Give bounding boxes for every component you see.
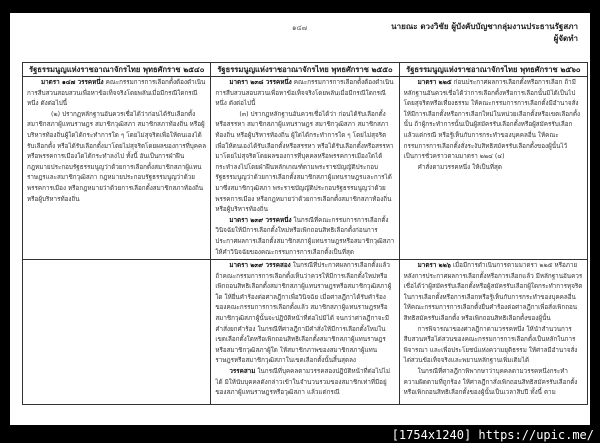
cell-2540: [23, 260, 211, 405]
section-heading: มาตรา ๒๒๖: [417, 262, 451, 270]
paragraph: ในกรณีที่ศาลฎีกาพิพากษาว่าบุคคลตามวรรคหนึ่งกระทำความผิดตามที่ถูกร้อง ให้ศาลฎีกาสั่งเพิกถอนสิทธิสมัครรับเลือกตั้งหรือเพิกถอนสิทธิเลือกตั้งของผู้นั้นเป็นเวลาสิบปี ทั้งนี้ ตาม: [403, 368, 578, 397]
watermark: [1754x1240] https://upic.me/: [391, 428, 594, 442]
table-row: [23, 260, 588, 405]
section-heading: มาตรา ๑๔๗ วรรคหนึ่ง: [41, 79, 104, 86]
author-name: นายณะ ดวงวิชัย ผู้บังคับบัญชากลุ่มงานประธานรัฐสภา: [391, 22, 578, 31]
author-block: [391, 21, 578, 45]
paragraph: เมื่อมีการดำเนินการตามมาตรา ๒๒๕ หรือภายหลังการประกาศผลการเลือกตั้งหรือการเลือกแล้ว มีหลักฐานอันควรเชื่อได้ว่าผู้สมัครรับเลือกตั้งหรือผู้สมัครรับเลือกผู้ใดกระทำการทุจริตในการเลือกตั้งหรือการเลือกหรือรู้เห็นกับการกระทำของบุคคลอื่น ให้คณะกรรมการการเลือกตั้งยื่นคำร้องต่อศาลฎีกาเพื่อสั่งเพิกถอนสิทธิสมัครรับเลือกตั้ง หรือเพิกถอนสิทธิเลือกตั้งของผู้นั้น: [403, 262, 583, 323]
column-header-2540: รัฐธรรมนูญแห่งราชอาณาจักรไทย พุทธศักราช ๒๕๔๐: [23, 63, 211, 77]
table-row: [23, 77, 588, 260]
paragraph: การพิจารณาของศาลฎีกาตามวรรคหนึ่ง ให้นำสำนวนการสืบสวนหรือไต่สวนของคณะกรรมการการเลือกตั้งเป็นหลักในการพิจารณา และเพื่อประโยชน์แห่งความยุติธรรม ให้ศาลมีอำนาจสั่งไต่สวนข้อเท็จจริงและพยานหลักฐานเพิ่มเติมได้: [403, 325, 578, 365]
cell-2560: [399, 260, 587, 405]
paragraph: ในกรณีที่บุคคลตามวรรคสองปฏิบัติหน้าที่ต่อไปไม่ได้ มิให้นับบุคคลดังกล่าวเข้าในจำนวนรวมของสมาชิกเท่าที่มีอยู่ของสภาผู้แทนราษฎรหรือวุฒิสภา แล้วแต่กรณี: [215, 368, 391, 397]
paragraph: คำสั่งตามวรรคหนึ่ง ให้เป็นที่สุด: [417, 163, 502, 171]
section-heading: มาตรา ๒๓๙ วรรคสอง: [229, 262, 291, 270]
cell-2550: [211, 260, 399, 405]
paragraph: ในกรณีที่คณะกรรมการการเลือกตั้งวินิจฉัยให้มีการเลือกตั้งใหม่หรือเพิกถอนสิทธิเลือกตั้งก่อนการประกาศผลการเลือกตั้งสมาชิกสภาผู้แทนราษฎรหรือสมาชิกวุฒิสภา ให้คำวินิจฉัยของคณะกรรมการการเลือกตั้งเป็นที่สุด: [215, 216, 395, 256]
comparison-table: [22, 62, 588, 405]
document-page: [10, 13, 590, 425]
section-heading: มาตรา ๒๓๙ วรรคหนึ่ง: [229, 216, 292, 224]
column-header-2550: รัฐธรรมนูญแห่งราชอาณาจักรไทย พุทธศักราช ๒๕๕๐: [211, 63, 399, 77]
cell-2560: [399, 77, 587, 260]
paragraph: (๓) ปรากฏหลักฐานอันควรเชื่อได้ว่า ก่อนได้รับเลือกตั้งหรือสรรหา สมาชิกสภาผู้แทนราษฎร สมาชิกวุฒิสภา สมาชิกสภาท้องถิ่น หรือผู้บริหารท้องถิ่น ผู้ใดได้กระทำการใด ๆ โดยไม่สุจริตเพื่อให้ตนเองได้รับเลือกตั้งหรือสรรหา หรือได้รับเลือกตั้งหรือสรรหามาโดยไม่สุจริตโดยผลของการที่บุคคลหรือพรรคการเมืองใดได้กระทำลงไปโดยฝ่าฝืนหลักเกณฑ์ตามพระราชบัญญัติประกอบรัฐธรรมนูญว่าด้วยการเลือกตั้งสมาชิกสภาผู้แทนราษฎรและการได้มาซึ่งสมาชิกวุฒิสภา พระราชบัญญัติประกอบรัฐธรรมนูญว่าด้วยพรรคการเมือง หรือกฎหมายว่าด้วยการเลือกตั้งสมาชิกสภาท้องถิ่นหรือผู้บริหารท้องถิ่น: [215, 110, 394, 214]
cell-2550: [211, 77, 399, 260]
author-role: ผู้จัดทำ: [553, 34, 578, 43]
section-heading: มาตรา ๒๓๘ วรรคหนึ่ง: [229, 79, 292, 86]
paragraph: คณะกรรมการการเลือกตั้งต้องดำเนินการสืบสวนสอบสวนเพื่อหาข้อเท็จจริงโดยพลันเมื่อมีกรณีใดกรณีหนึ่ง ดังต่อไปนี้: [215, 79, 394, 108]
paragraph: ในกรณีที่ประกาศผลการเลือกตั้งแล้ว ถ้าคณะกรรมการการเลือกตั้งเห็นว่าควรให้มีการเลือกตั้งใหม่หรือเพิกถอนสิทธิเลือกตั้งสมาชิกสภาผู้แทนราษฎรหรือสมาชิกวุฒิสภาผู้ใด ให้ยื่นคำร้องต่อศาลฎีกาเพื่อวินิจฉัย เมื่อศาลฎีกาได้รับคำร้องของคณะกรรมการการเลือกตั้งแล้ว สมาชิกสภาผู้แทนราษฎรหรือสมาชิกวุฒิสภาผู้นั้นจะปฏิบัติหน้าที่ต่อไปมิได้ จนกว่าศาลฎีกาจะมีคำสั่งยกคำร้อง ในกรณีที่ศาลฎีกามีคำสั่งให้มีการเลือกตั้งใหม่ในเขตเลือกตั้งใดหรือเพิกถอนสิทธิเลือกตั้งสมาชิกสภาผู้แทนราษฎรหรือสมาชิกวุฒิสภาผู้ใด ให้สมาชิกภาพของสมาชิกสภาผู้แทนราษฎรหรือสมาชิกวุฒิสภาในเขตเลือกตั้งนั้นสิ้นสุดลง: [215, 262, 392, 365]
column-header-2560: รัฐธรรมนูญแห่งราชอาณาจักรไทย พุทธศักราช ๒๕๖๐: [399, 63, 587, 77]
paragraph: (๒) ปรากฏหลักฐานอันควรเชื่อได้ว่าก่อนได้รับเลือกตั้ง สมาชิกสภาผู้แทนราษฎร สมาชิกวุฒิสภา สมาชิกสภาท้องถิ่น หรือผู้บริหารท้องถิ่นผู้ใดได้กระทำการใด ๆ โดยไม่สุจริตเพื่อให้ตนเองได้รับเลือกตั้ง หรือได้รับเลือกตั้งมาโดยไม่สุจริตโดยผลของการที่บุคคลหรือพรรคการเมืองใดได้กระทำลงไป ทั้งนี้ อันเป็นการฝ่าฝืนกฎหมายประกอบรัฐธรรมนูญว่าด้วยการเลือกตั้งสมาชิกสภาผู้แทนราษฎรและสมาชิกวุฒิสภา กฎหมายประกอบรัฐธรรมนูญว่าด้วยพรรคการเมือง หรือกฎหมายว่าด้วยการเลือกตั้งสมาชิกสภาท้องถิ่นหรือผู้บริหารท้องถิ่น: [27, 110, 207, 203]
section-heading: มาตรา ๒๒๕: [417, 79, 452, 86]
page-number: ๑๔๗: [292, 24, 308, 32]
paragraph: ก่อนประกาศผลการเลือกตั้งหรือการเลือก ถ้ามีหลักฐานอันควรเชื่อได้ว่าการเลือกตั้งหรือการเลือกนั้นมิได้เป็นไปโดยสุจริตหรือเที่ยงธรรม ให้คณะกรรมการการเลือกตั้งมีอำนาจสั่งให้มีการเลือกตั้งหรือการเลือกใหม่ในหน่วยเลือกตั้งหรือเขตเลือกตั้งนั้น ถ้าผู้กระทำการนั้นเป็นผู้สมัครรับเลือกตั้งหรือผู้สมัครรับเลือก แล้วแต่กรณี หรือรู้เห็นกับการกระทำของบุคคลอื่น ให้คณะกรรมการการเลือกตั้งสั่งระงับสิทธิสมัครรับเลือกตั้งของผู้นั้นไว้เป็นการชั่วคราวตามมาตรา ๒๒๔ (๔): [403, 79, 581, 161]
table-header-row: [23, 63, 588, 77]
paragraph: คณะกรรมการการเลือกตั้งต้องดำเนินการสืบสวนสอบสวนเพื่อหาข้อเท็จจริงโดยพลันเมื่อมีกรณีใดกรณีหนึ่ง ดังต่อไปนี้: [27, 79, 206, 108]
section-heading: วรรคสาม: [229, 368, 256, 376]
cell-2540: [23, 77, 211, 260]
